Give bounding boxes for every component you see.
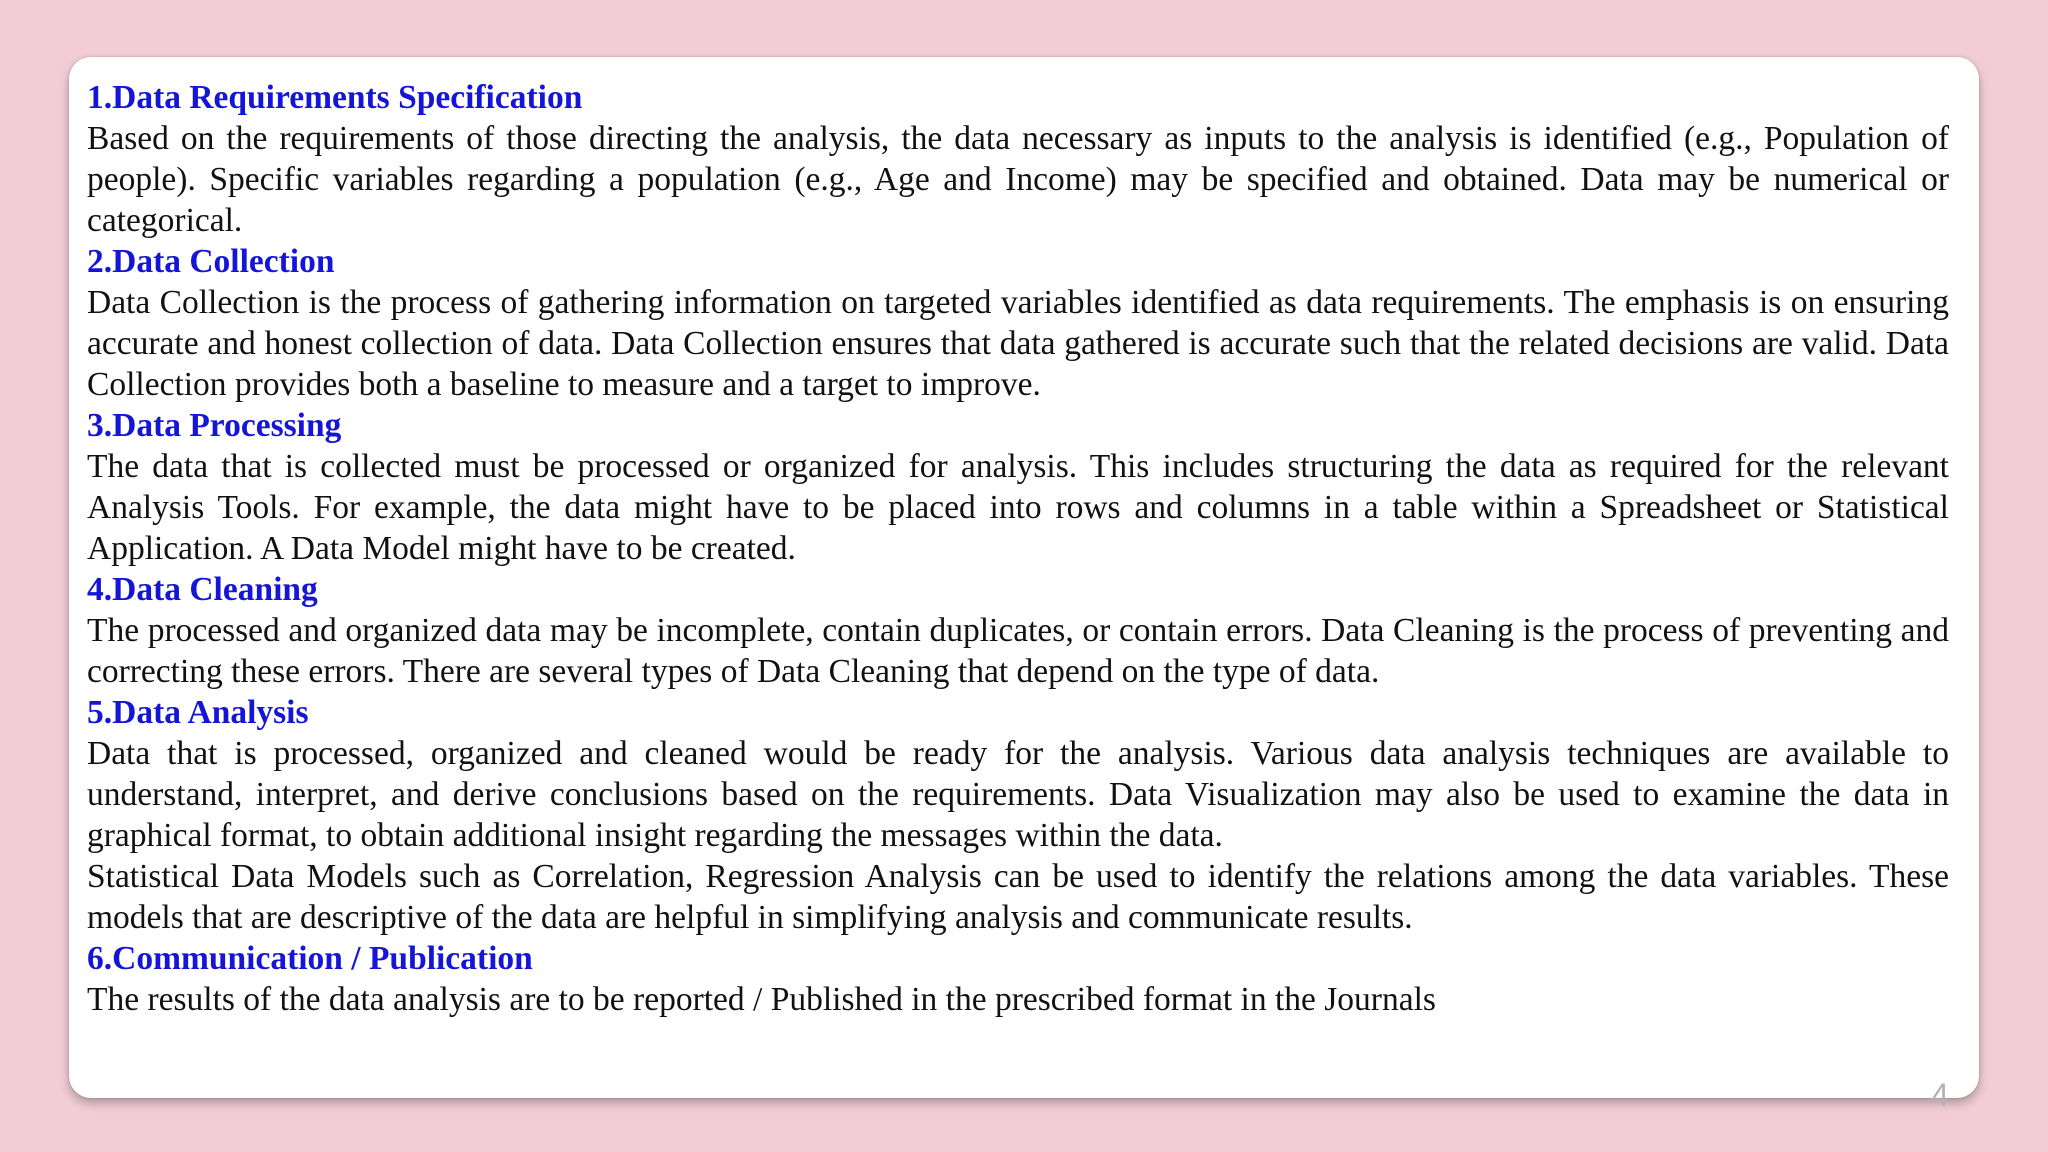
slide-content-card [69, 57, 1979, 1098]
section-data-cleaning [87, 569, 1949, 692]
section-heading: 2.Data Collection [87, 243, 335, 280]
section-data-processing [87, 405, 1949, 569]
section-data-collection [87, 241, 1949, 405]
section-paragraph: Data Collection is the process of gathering information on targeted variables identified as data requirements. The emphasis is on ensuring accurate and honest collection of data. Data Collection ensures that data gathered is accurate such that the related decisions are valid. Data Collection provides both a baseline to measure and a target to improve. [87, 284, 1949, 403]
section-heading: 6.Communication / Publication [87, 940, 533, 977]
section-data-requirements [87, 77, 1949, 241]
section-data-analysis [87, 692, 1949, 938]
slide-page-number: 4 [1931, 1077, 1949, 1113]
section-paragraph: Based on the requirements of those directing the analysis, the data necessary as inputs to the analysis is identified (e.g., Population of people). Specific variables regarding a population (e.g., Age and Income) may be specified and obtained. Data may be numerical or categorical. [87, 120, 1949, 239]
section-heading: 4.Data Cleaning [87, 571, 318, 608]
section-communication-publication [87, 938, 1949, 1020]
section-paragraph: Statistical Data Models such as Correlation, Regression Analysis can be used to identify the relations among the data variables. These models that are descriptive of the data are helpful in simplifying analysis and communicate results. [87, 858, 1949, 936]
section-heading: 3.Data Processing [87, 407, 342, 444]
section-heading: 1.Data Requirements Specification [87, 79, 583, 116]
section-paragraph: The data that is collected must be processed or organized for analysis. This includes structuring the data as required for the relevant Analysis Tools. For example, the data might have to be placed into rows and columns in a table within a Spreadsheet or Statistical Application. A Data Model might have to be created. [87, 448, 1949, 567]
section-paragraph: The processed and organized data may be incomplete, contain duplicates, or contain errors. Data Cleaning is the process of preventing and correcting these errors. There are several types of Data Cleaning that depend on the type of data. [87, 612, 1949, 690]
section-paragraph: Data that is processed, organized and cleaned would be ready for the analysis. Various data analysis techniques are available to understand, interpret, and derive conclusions based on the requirements. Data Visualization may also be used to examine the data in graphical format, to obtain additional insight regarding the messages within the data. [87, 735, 1949, 854]
section-heading: 5.Data Analysis [87, 694, 309, 731]
section-paragraph: The results of the data analysis are to be reported / Published in the prescribed format in the Journals [87, 981, 1436, 1018]
